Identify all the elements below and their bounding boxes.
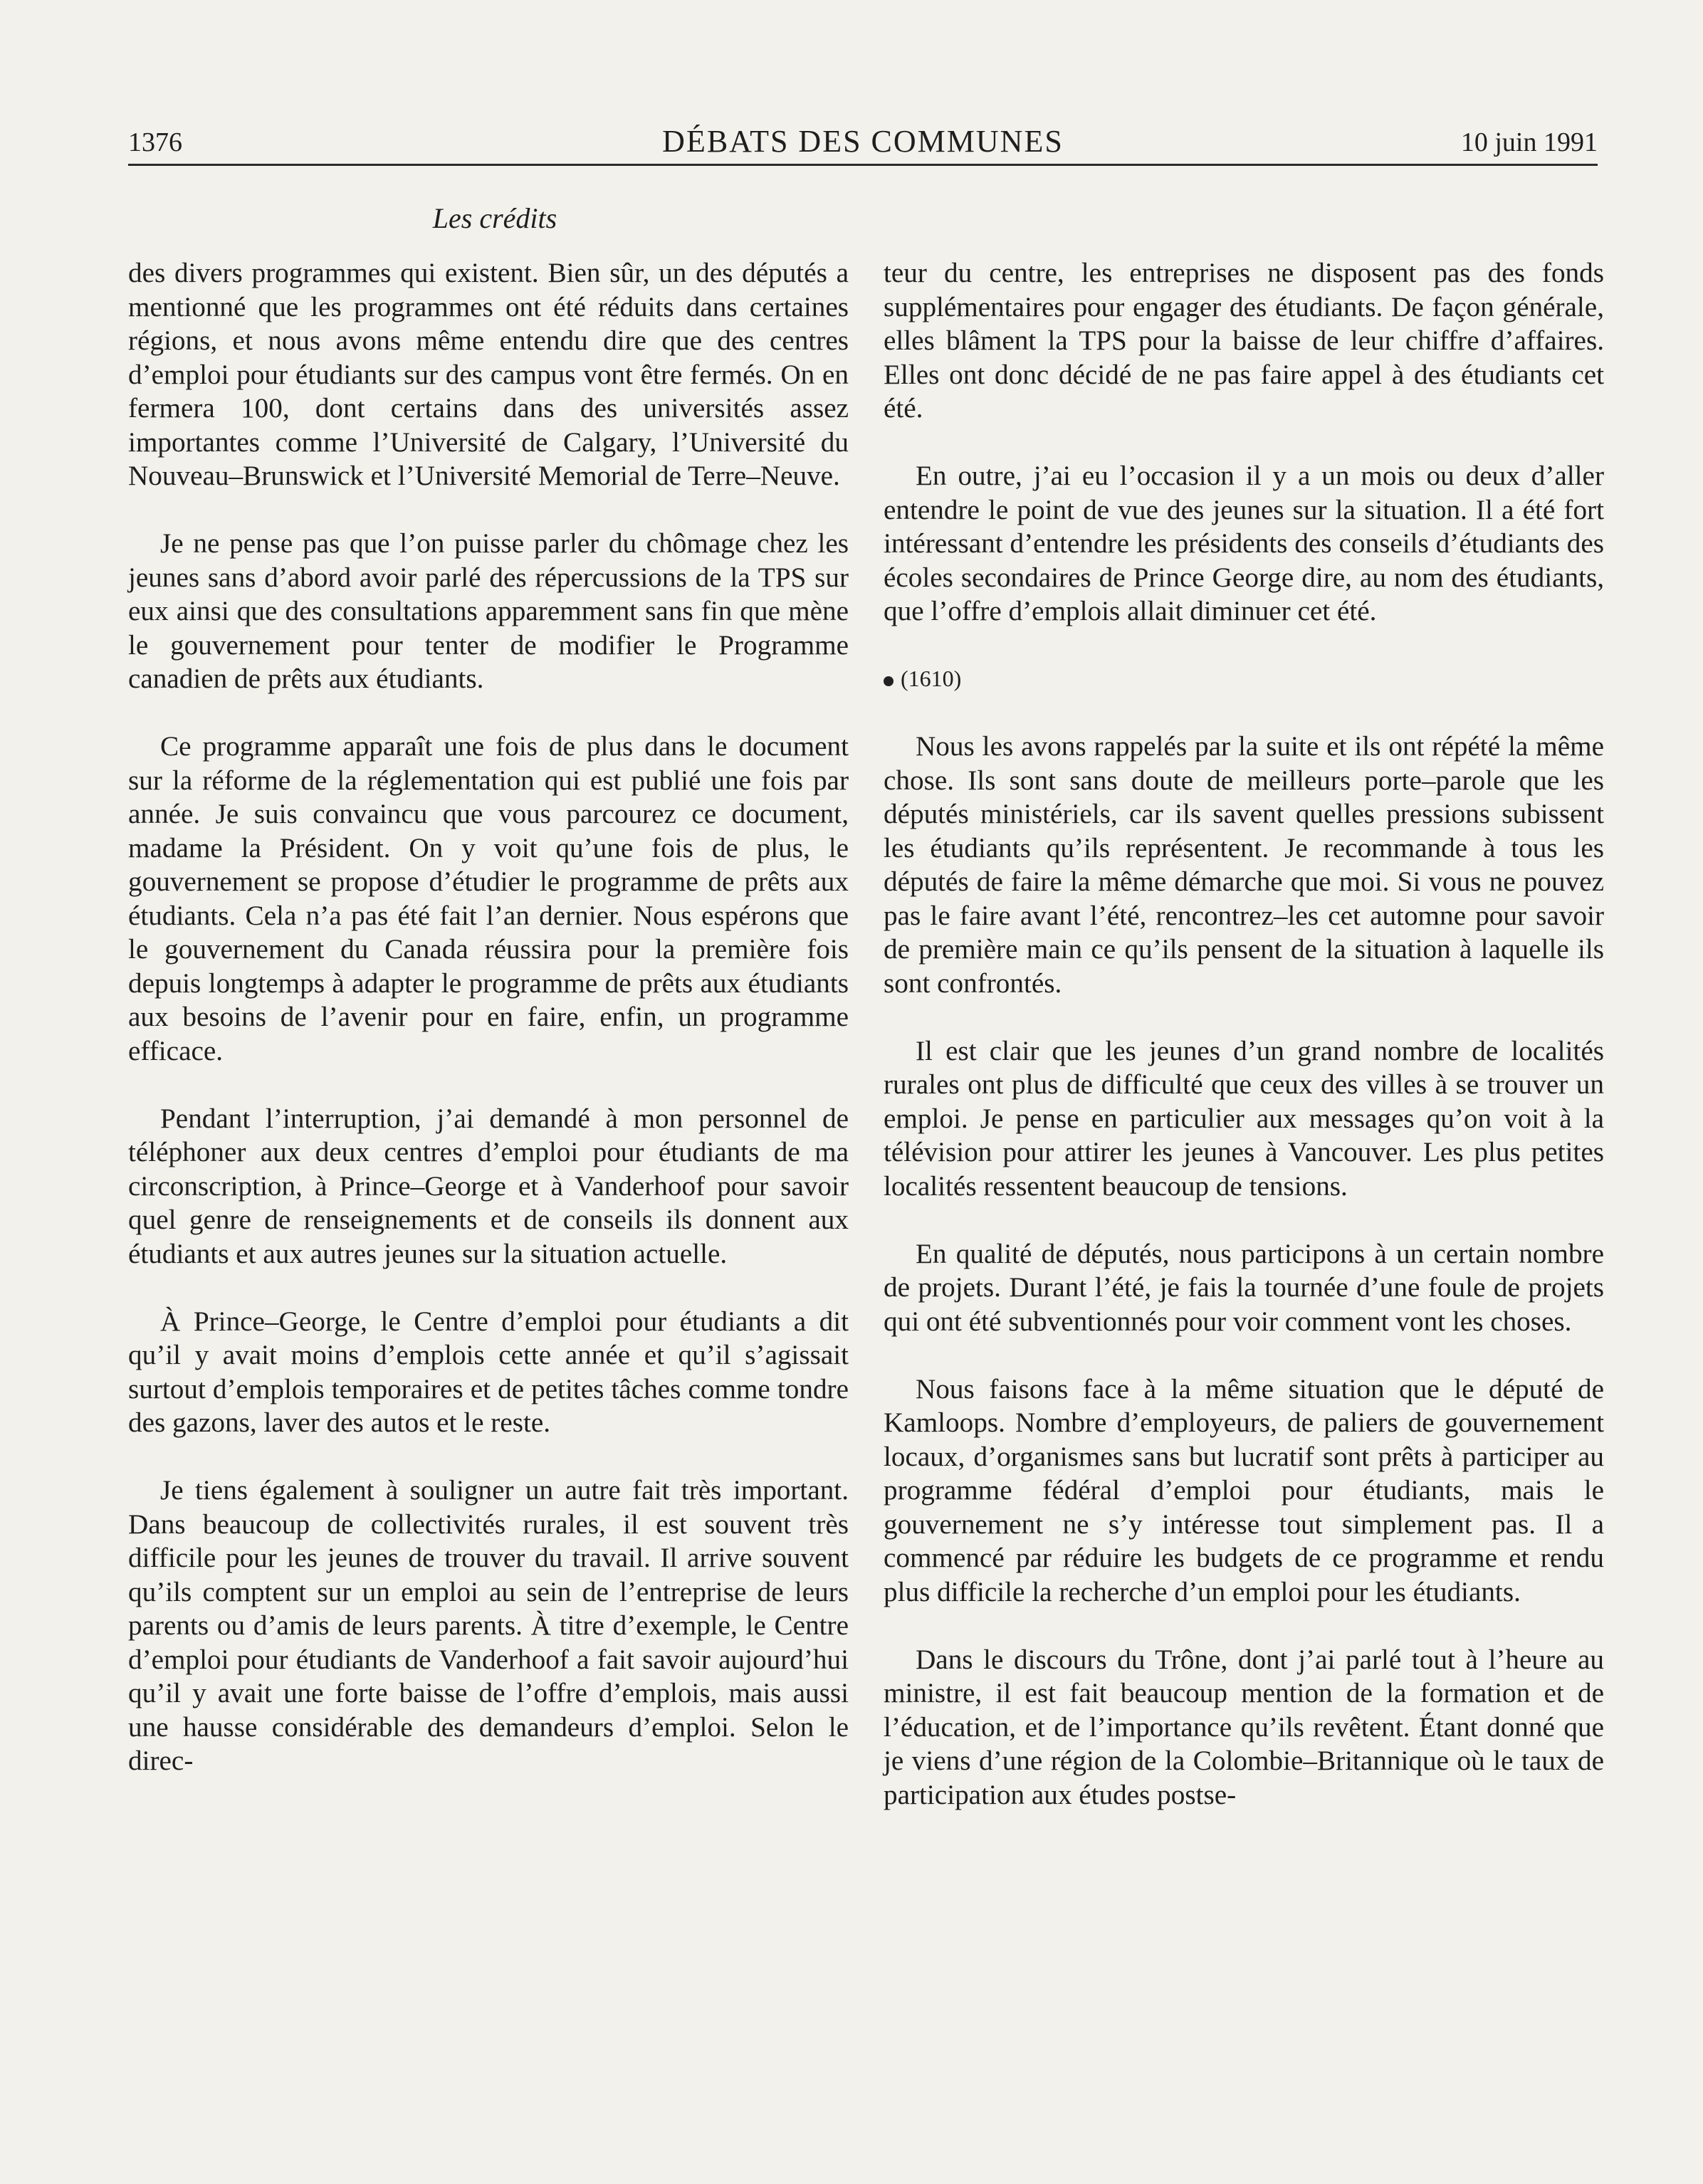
paragraph: Je ne pense pas que l’on puisse parler du chômage chez les jeunes sans d’abord avoir parlé des répercussions de la TPS sur eux ainsi que des consultations apparemment sans fin que mène le gouvernement pour tenter de modifier le Programme canadien de prêts aux étudiants. — [128, 528, 849, 694]
page-header — [128, 121, 1598, 166]
paragraph: En outre, j’ai eu l’occasion il y a un mois ou deux d’aller entendre le point de vue des jeunes sur la situation. Il a été fort intéressant d’entendre les présidents des conseils d’étudiants des écoles secondaires de Prince George dire, au nom des étudiants, que l’offre d’emplois allait diminuer cet été. — [884, 461, 1604, 626]
bullet-icon — [884, 676, 894, 686]
paragraph: Ce programme apparaît une fois de plus dans le document sur la réforme de la réglementation qui est publié une fois par année. Je suis convaincu que vous parcourez ce document, madame la Président. On y voit qu’une fois de plus, le gouvernement se propose d’étudier le programme de prêts aux étudiants. Cela n’a pas été fait l’an dernier. Nous espérons que le gouvernement du Canada réussira pour la première fois depuis longtemps à adapter le programme de prêts aux étudiants aux besoins de l’avenir pour en faire, enfin, un programme efficace. — [128, 731, 849, 1066]
left-column — [128, 256, 849, 1778]
paragraph: Il est clair que les jeunes d’un grand nombre de localités rurales ont plus de difficulté que ceux des villes à se trouver un emploi. Je pense en particulier aux messages qu’on voit à la télévision pour attirer les jeunes à Vancouver. Les plus petites localités ressentent beaucoup de tensions. — [884, 1035, 1604, 1202]
publication-date: 10 juin 1991 — [1460, 127, 1598, 157]
paragraph: À Prince–George, le Centre d’emploi pour étudiants a dit qu’il y avait moins d’emplois cette année et qu’il s’agissait surtout d’emplois temporaires et de petites tâches comme tondre des gazons, laver des autos et le reste. — [128, 1306, 849, 1438]
paragraph: Dans le discours du Trône, dont j’ai parlé tout à l’heure au ministre, il est fait beaucoup mention de la formation et de l’éducation, et de l’importance qu’ils revêtent. Étant donné que je viens d’une région de la Colombie–Britannique où le taux de participation aux études postse- — [884, 1644, 1604, 1810]
time-marker — [884, 662, 1604, 696]
paragraph: Je tiens également à souligner un autre fait très important. Dans beaucoup de collectivités rurales, il est souvent très difficile pour les jeunes de trouver du travail. Il arrive souvent qu’ils comptent sur un emploi au sein de l’entreprise de leurs parents ou d’amis de leurs parents. À titre d’exemple, le Centre d’emploi pour étudiants de Vanderhoof a fait savoir aujourd’hui qu’il y avait une forte baisse de l’offre d’emplois, mais aussi une hausse considérable des demandeurs d’emploi. Selon le direc- — [128, 1475, 849, 1776]
paragraph: Nous faisons face à la même situation que le député de Kamloops. Nombre d’employeurs, de paliers de gouvernement locaux, d’organismes sans but lucratif sont prêts à participer au programme fédéral d’emploi pour étudiants, mais le gouvernement ne s’y intéresse tout simplement pas. Il a commencé par réduire les budgets de ce programme et rendu plus difficile la recherche d’un emploi pour les étudiants. — [884, 1373, 1604, 1607]
right-column — [884, 256, 1604, 1812]
paragraph: En qualité de députés, nous participons à un certain nombre de projets. Durant l’été, je fais la tournée d’une foule de projets qui ont été subventionnés pour voir comment vont les choses. — [884, 1238, 1604, 1337]
time-marker-text: (1610) — [901, 666, 962, 691]
paragraph: Pendant l’interruption, j’ai demandé à mon personnel de téléphoner aux deux centres d’emploi pour étudiants de ma circonscription, à Prince–George et à Vanderhoof pour savoir quel genre de renseignements et de conseils ils donnent aux étudiants et aux autres jeunes sur la situation actuelle. — [128, 1103, 849, 1269]
publication-title: DÉBATS DES COMMUNES — [662, 124, 1064, 159]
paragraph: teur du centre, les entreprises ne disposent pas des fonds supplémentaires pour engager des étudiants. De façon générale, elles blâment la TPS pour la baisse de leur chiffre d’affaires. Elles ont donc décidé de ne pas faire appel à des étudiants cet été. — [884, 258, 1604, 424]
section-title: Les crédits — [432, 202, 557, 234]
paragraph: Nous les avons rappelés par la suite et ils ont répété la même chose. Ils sont sans doute de meilleurs porte–parole que les députés ministériels, car ils savent quelles pressions subissent les étudiants qu’ils représentent. Je recommande à tous les députés de faire la même démarche que moi. Si vous ne pouvez pas le faire avant l’été, rencontrez–les cet automne pour savoir de première main ce qu’ils pensent de la situation à laquelle ils sont confrontés. — [884, 731, 1604, 999]
page-number: 1376 — [128, 127, 182, 157]
paragraph: des divers programmes qui existent. Bien sûr, un des députés a mentionné que les programmes ont été réduits dans certaines régions, et nous avons même entendu dire que des centres d’emploi pour étudiants sur des campus vont être fermés. On en fermera 100, dont certains dans des universités assez importantes comme l’Université de Calgary, l’Université du Nouveau–Brunswick et l’Université Memorial de Terre–Neuve. — [128, 258, 849, 491]
